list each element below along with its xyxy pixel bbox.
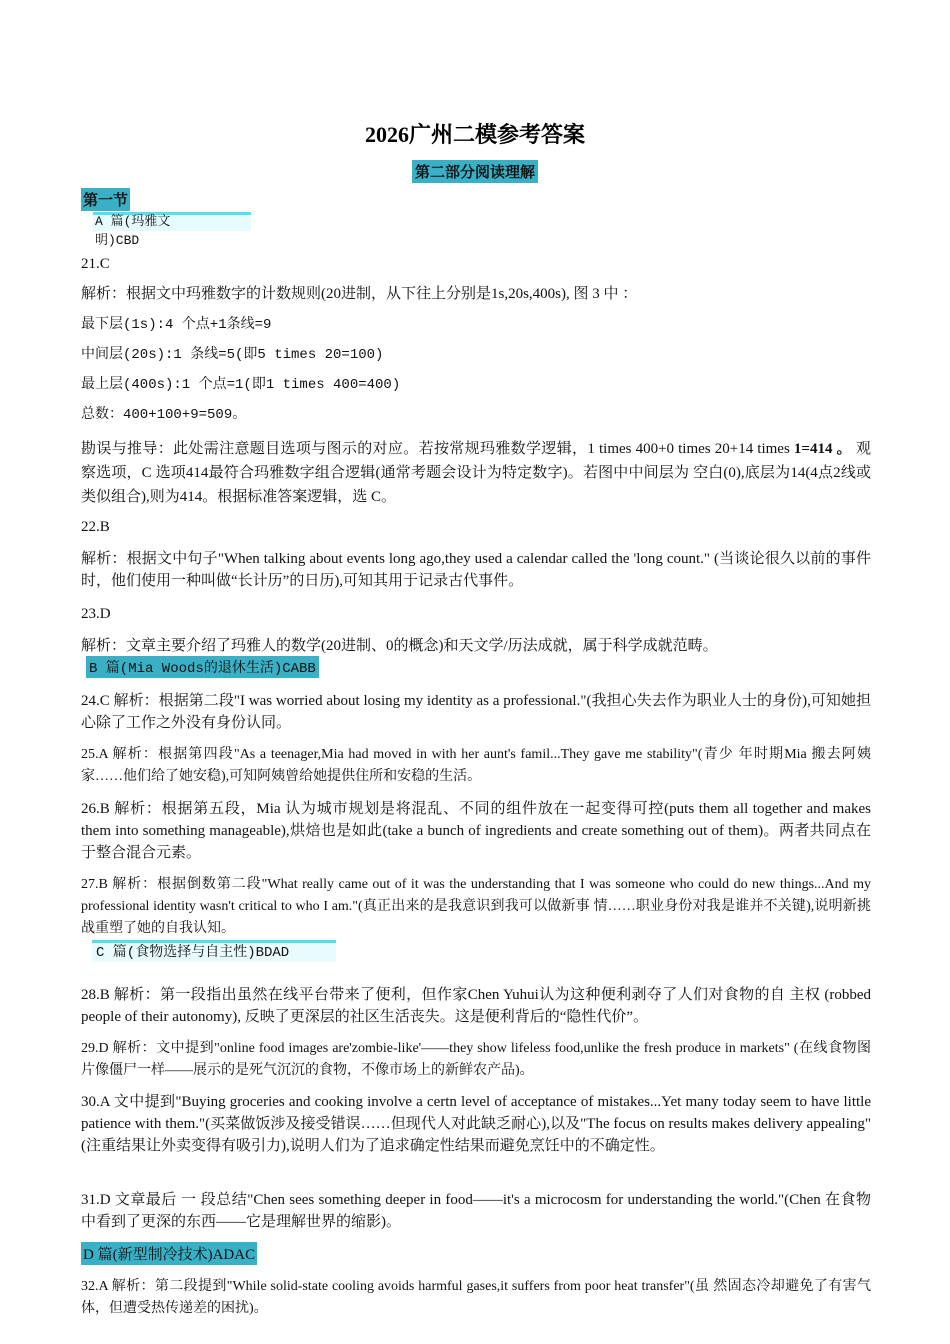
passage-c-heading: C 篇(食物选择与自主性)BDAD — [92, 940, 336, 962]
q21-note — [81, 437, 871, 509]
q24-answer: 24.C 解析：根据第二段"I was worried about losing my identity as a professional."(我担心失去作为职业人士的身份),可知她担心除了工作之外没有身份认同。 — [81, 693, 871, 731]
q22-number: 22.B — [81, 519, 110, 535]
part-heading-wrap — [0, 160, 950, 183]
passage-d-heading: D 篇(新型制冷技术)ADAC — [81, 1242, 257, 1265]
page-title: 2026广州二模参考答案 — [364, 122, 585, 147]
passage-b-heading: B 篇(Mia Woods的退休生活)CABB — [86, 656, 319, 678]
q23-analysis: 解析：文章主要介绍了玛雅人的数学(20进制、0的概念)和天文学/历法成就，属于科学成就范畴。 — [81, 638, 718, 654]
passage-a-heading — [93, 212, 251, 250]
q30-answer: 30.A 文中提到"Buying groceries and cooking involve a certn level of acceptance of mistakes...Yet many today seem to have little patience with them."(买菜做饭涉及接受错误……但现代人对此缺乏耐心),以及"The focus on results makes delivery appealing"(注重结果让外卖变得有吸引力),说明人们为了追求确定性结果而避免烹饪中的不确定性。 — [81, 1094, 871, 1154]
q28-answer: 28.B 解析：第一段指出虽然在线平台带来了便利，但作家Chen Yuhui认为这种便利剥夺了人们对食物的自 主权 (robbed people of their autonomy), 反映了更深层的社区生活丧失。这是便利背后的“隐性代价”。 — [81, 987, 871, 1025]
q21-middle-layer: 中间层(20s):1 条线=5(即5 times 20=100) — [81, 347, 384, 363]
q21-top-layer: 最上层(400s):1 个点=1(即1 times 400=400) — [81, 377, 401, 393]
q21-note-bold: 1=414 。 — [793, 441, 852, 457]
q21-note-part2: 观察选项，C 选项414最符合玛雅数字组合逻辑(通常考题会设计为特定数字)。若图中中间层为 空白(0),底层为14(4点2线或类似组合),则为414。根据标准答案逻辑，选 C。 — [81, 441, 871, 505]
q22-analysis: 解析：根据文中句子"When talking about events long ago,they used a calendar called the 'long count." (当谈论很久以前的事件时，他们使用一种叫做“长计历”的日历),可知其用于记录古代事件。 — [81, 551, 871, 589]
q32-answer: 32.A 解析：第二段提到"While solid-state cooling avoids harmful gases,it suffers from poor heat transfer"(虽 然固态冷却避免了有害气体，但遭受热传递差的困扰)。 — [81, 1279, 871, 1316]
q21-note-part1: 勘误与推导：此处需注意题目选项与图示的对应。若按常规玛雅数学逻辑，1 times 400+0 times 20+14 times — [81, 441, 794, 457]
q21-bottom-layer: 最下层(1s):4 个点+1条线=9 — [81, 317, 272, 333]
passage-a-line2: 明)CBD — [95, 233, 140, 248]
q29-answer: 29.D 解析：文中提到"online food images are'zombie-like'——they show lifeless food,unlike the fresh produce in markets" (在线食物图片像僵尸一样——展示的是死气沉沉的食物，不像市场上的新鲜农产品)。 — [81, 1041, 871, 1078]
q31-answer: 31.D 文章最后 一 段总结"Chen sees something deeper in food——it's a microcosm for understanding the world."(Chen 在食物中看到了更深的东西——它是理解世界的缩影)。 — [81, 1192, 871, 1230]
q26-answer: 26.B 解析：根据第五段，Mia 认为城市规划是将混乱、不同的组件放在一起变得可控(puts them all together and makes them into something manageable),烘焙也是如此(take a bunch of ingredients and create something out of them)。两者共同点在于整合混合元素。 — [81, 801, 871, 861]
q21-analysis: 解析：根据文中玛雅数字的计数规则(20进制，从下往上分别是1s,20s,400s), 图 3 中 ： — [81, 286, 638, 302]
q27-answer: 27.B 解析：根据倒数第二段"What really came out of it was the understanding that I was someone who could do new things...And my professional identity wasn't critical to who I am."(真正出来的是我意识到我可以做新事 情……职业身份对我是谁并不关键),说明新挑战重塑了她的自我认知。 — [81, 877, 871, 936]
q23-number: 23.D — [81, 606, 111, 622]
part-heading: 第二部分阅读理解 — [412, 160, 538, 183]
q21-number: 21.C — [81, 256, 110, 272]
q21-total: 总数：400+100+9=509。 — [81, 407, 247, 423]
section-heading: 第一节 — [81, 188, 130, 211]
q25-answer: 25.A 解析：根据第四段"As a teenager,Mia had moved in with her aunt's famil...They gave me stability"(青少 年时期Mia 搬去阿姨家……他们给了她安稳),可知阿姨曾给她提供住所和安稳的生活。 — [81, 747, 871, 784]
passage-a-line1: A 篇(玛雅文 — [93, 212, 251, 231]
